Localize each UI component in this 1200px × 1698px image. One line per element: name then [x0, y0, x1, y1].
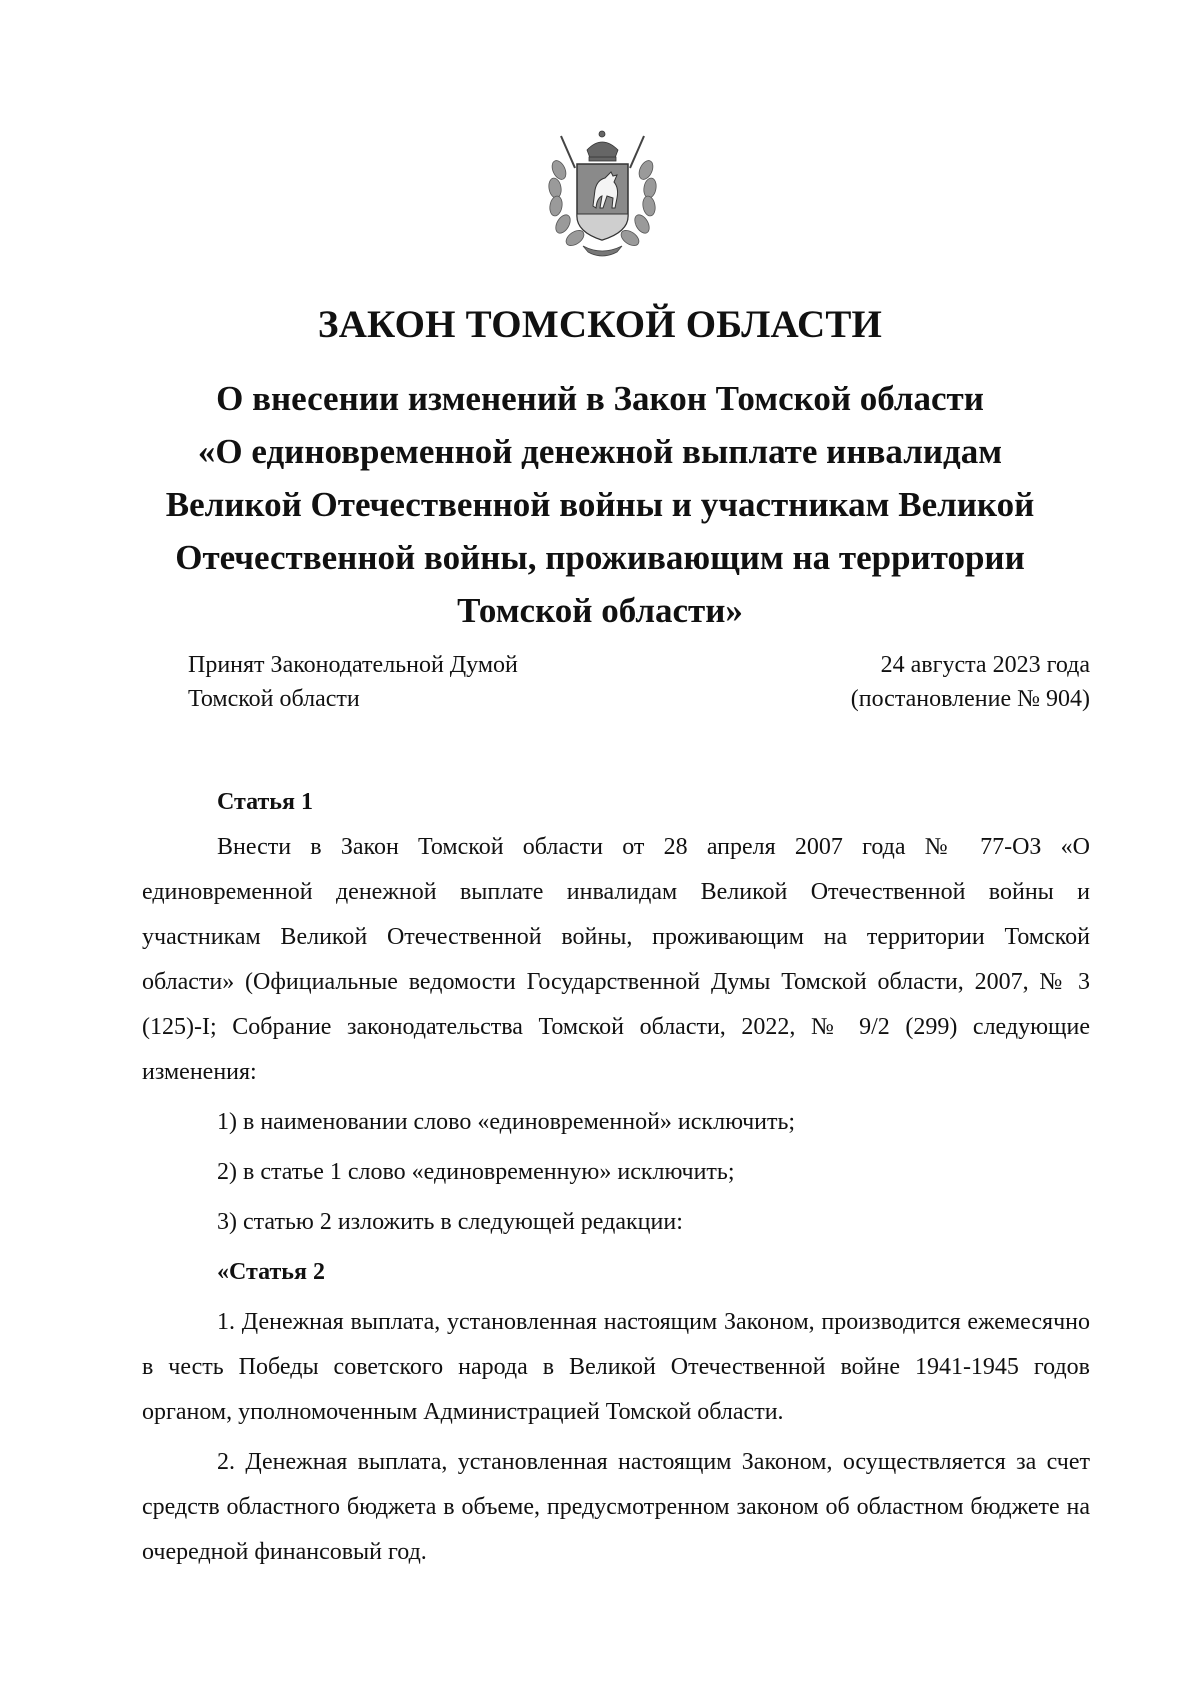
- law-body: [142, 780, 1090, 1575]
- resolution-number: (постановление № 904): [850, 686, 1090, 712]
- adopted-by: [188, 648, 518, 716]
- subtitle-line: Великой Отечественной войны и участникам Великой: [165, 485, 1035, 524]
- article-2-paragraph: 1. Денежная выплата, установленная настоящим Законом, производится ежемесячно в честь Победы советского народа в Великой Отечественной войне 1941-1945 годов органом, уполномоченным Администрацией Томской области.: [142, 1309, 1090, 1425]
- subtitle-line: О внесении изменений в Закон Томской области: [216, 379, 984, 418]
- law-subtitle: [140, 372, 1060, 637]
- amendment-item: 2) в статье 1 слово «единовременную» исключить;: [217, 1159, 735, 1185]
- article-2-heading: «Статья 2: [217, 1259, 325, 1285]
- subtitle-line: Отечественной войны, проживающим на территории: [175, 538, 1025, 577]
- article-1-heading: Статья 1: [217, 789, 313, 815]
- coat-of-arms-icon: [545, 128, 660, 258]
- adopted-by-line: Принят Законодательной Думой: [188, 652, 518, 678]
- amendment-item: 1) в наименовании слово «единовременной» исключить;: [217, 1109, 796, 1135]
- adoption-date: 24 августа 2023 года: [880, 652, 1090, 678]
- subtitle-line: Томской области»: [457, 591, 743, 630]
- law-title: ЗАКОН ТОМСКОЙ ОБЛАСТИ: [317, 303, 883, 346]
- article-2-paragraph: 2. Денежная выплата, установленная настоящим Законом, осуществляется за счет средств областного бюджета в объеме, предусмотренном законом об областном бюджете на очередной финансовый год.: [142, 1449, 1090, 1565]
- subtitle-line: «О единовременной денежной выплате инвалидам: [197, 432, 1003, 471]
- amendment-item: 3) статью 2 изложить в следующей редакции:: [217, 1209, 683, 1235]
- adoption-date-block: [851, 648, 1090, 716]
- adopted-by-line: Томской области: [188, 686, 360, 712]
- article-1-intro: Внести в Закон Томской области от 28 апреля 2007 года № 77-ОЗ «О единовременной денежной выплате инвалидам Великой Отечественной войны и участникам Великой Отечественной войны, проживающим на территории Томской области» (Официальные ведомости Государственной Думы Томской области, 2007, № 3 (125)-I; Собрание законодательства Томской области, 2022, № 9/2 (299) следующие изменения:: [142, 834, 1090, 1085]
